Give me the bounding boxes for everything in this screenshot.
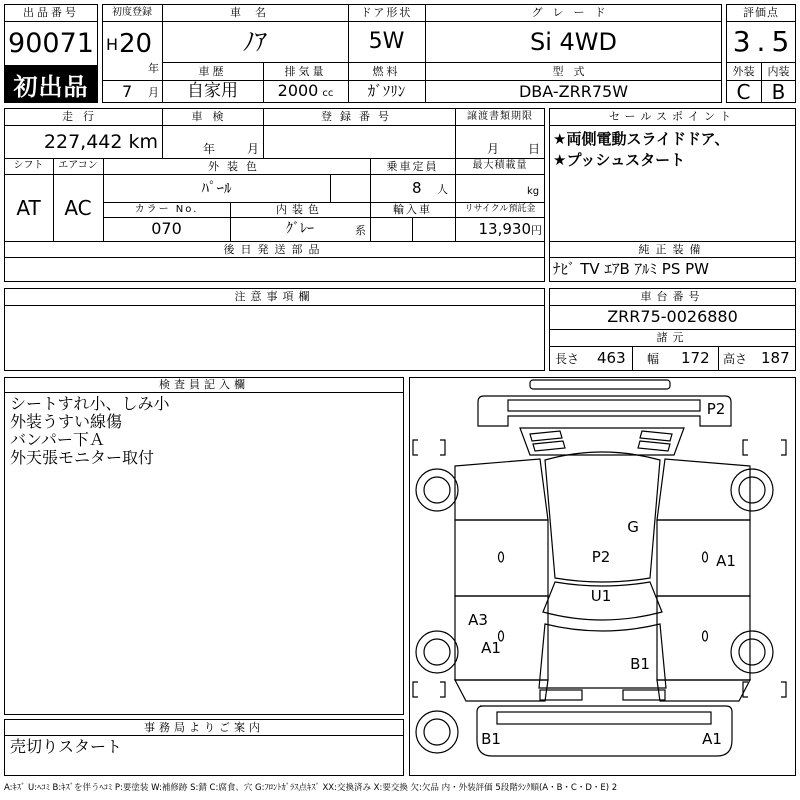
aircon-label: エアコン: [58, 160, 98, 171]
damage-code: B1: [630, 655, 650, 673]
divider: [632, 346, 633, 371]
right-front-fender: [657, 680, 750, 701]
sales-points-label: セールスポイント: [608, 110, 736, 123]
registration-month-unit: 月: [148, 86, 159, 99]
divider: [330, 174, 331, 202]
door-label: ドア形状: [360, 6, 413, 19]
left-front-fender: [455, 680, 548, 701]
transfer-day-unit: 日: [528, 142, 541, 156]
damage-code: A1: [481, 639, 501, 657]
left-rear-door: [455, 520, 548, 596]
rear-right-wheel-hub: [739, 477, 765, 503]
recycle-fee-value: 13,930: [478, 220, 531, 238]
equipment-label: 純正装備: [638, 242, 707, 256]
notes-label: 注意事項欄: [234, 290, 315, 303]
model-code-label: 型式: [552, 64, 595, 78]
transfer-deadline-label: 譲渡書類期限: [467, 110, 533, 122]
chassis-number: ZRR75-0026880: [607, 307, 738, 326]
equipment-value: ﾅﾋﾞ TV ｴｱB ｱﾙﾐ PS PW: [553, 260, 709, 278]
registration-era: H: [106, 35, 119, 54]
score-value: 3.5: [732, 24, 796, 58]
inspector-note: バンパー下Ａ: [10, 430, 105, 449]
car-name: ﾉｱ: [243, 27, 267, 56]
fuel-value: ｶﾞｿﾘﾝ: [367, 82, 406, 100]
rear-left-wheel-hub: [424, 477, 450, 503]
color-no-label: カラー No.: [134, 203, 199, 215]
exterior-color-label: 外装色: [208, 159, 265, 173]
max-load-unit: kg: [527, 186, 540, 197]
inspection-year-unit: 年: [203, 142, 216, 156]
damage-legend: A:ｷｽﾞ U:ﾍｺﾐ B:ｷｽﾞを伴うﾍｺﾐ P:要塗装 W:補修跡 S:錆 C:腐食、穴 G:ﾌﾛﾝﾄｶﾞﾗｽ点ｷｽﾞ XX:交換済み X:要交換 欠:欠品 内・外装評価 5段階ﾗﾝｸ順(A・B・C・D・E) 2: [4, 783, 618, 793]
shift-value: AT: [16, 195, 41, 220]
damage-code: G: [627, 518, 639, 536]
score-label: 評価点: [743, 6, 779, 19]
spare-tire: [416, 711, 458, 753]
listing-number-label: 出品番号: [23, 6, 79, 19]
length-label: 長さ: [555, 352, 580, 366]
length-value: 463: [597, 349, 626, 367]
mileage-value: 227,442: [43, 131, 123, 153]
interior-color-value: ｸﾞﾚｰ: [286, 221, 314, 237]
history-label: 車歴: [198, 64, 227, 78]
displacement-cell: [263, 80, 348, 103]
grade-label: グレード: [531, 6, 616, 19]
damage-code: A3: [468, 611, 488, 629]
inspector-note: シートすれ小、しみ小: [10, 394, 170, 413]
displacement-unit: cc: [322, 88, 334, 99]
mileage-unit: km: [128, 131, 158, 153]
inspection-month-unit: 月: [247, 142, 260, 156]
height-label: 高さ: [723, 352, 748, 366]
front-bumper: [477, 706, 732, 756]
first-registration-label: 初度登録: [112, 6, 152, 18]
office-label: 事務局よりご案内: [144, 720, 264, 734]
mileage-cell: [4, 125, 162, 158]
sales-point: ★プッシュスタート: [553, 151, 686, 169]
sales-point: ★両側電動スライドドア、: [553, 130, 730, 148]
registration-year-unit: 年: [148, 62, 159, 75]
door-handle: [703, 631, 708, 641]
front-left-wheel: [416, 631, 458, 673]
rear-left-wheel: [416, 469, 458, 511]
spare-tire-hub: [424, 719, 450, 745]
left-rear-quarter: [455, 459, 548, 520]
listing-number: 90071: [8, 27, 94, 59]
height-value: 187: [761, 349, 790, 367]
color-no-value: 070: [151, 219, 182, 238]
damage-code: A1: [716, 552, 736, 570]
width-label: 幅: [647, 352, 660, 366]
transfer-month-unit: 月: [487, 142, 500, 156]
exterior-color-value: ﾊﾟｰﾙ: [201, 178, 232, 197]
damage-code: B1: [481, 730, 501, 748]
recycle-fee-unit: 円: [531, 224, 542, 237]
right-rear-door: [657, 520, 750, 596]
car-diagram: [410, 378, 795, 775]
divider: [549, 346, 796, 347]
shift-label: シフト: [13, 160, 44, 171]
door-handle: [703, 552, 708, 562]
inspector-label: 検査員記入欄: [159, 378, 249, 391]
inspector-note: 外天張モニター取付: [10, 448, 155, 467]
divider: [4, 735, 404, 736]
rear-spoiler: [530, 380, 670, 389]
front-left-wheel-hub: [424, 639, 450, 665]
model-code-value: DBA-ZRR75W: [518, 81, 629, 101]
first-listing-badge: 初出品: [4, 65, 98, 103]
divider: [549, 125, 796, 126]
mileage-label: 走行: [62, 110, 104, 123]
front-bumper-inner: [497, 712, 711, 724]
inspection-label: 車検: [191, 110, 234, 123]
front-right-wheel-hub: [739, 639, 765, 665]
divider: [4, 305, 545, 306]
rear-right-wheel: [731, 469, 773, 511]
divider: [4, 257, 545, 258]
later-parts-label: 後日発送部品: [223, 242, 326, 256]
office-message: 売切りスタート: [10, 737, 123, 756]
divider: [102, 80, 162, 81]
divider: [4, 392, 404, 393]
registration-year: 20: [119, 29, 153, 59]
rear-glass-strip: [638, 431, 672, 451]
capacity-label: 乗車定員: [386, 159, 439, 173]
history-value: 自家用: [187, 81, 238, 101]
tire-bracket: [413, 682, 445, 697]
registration-month: 7: [122, 82, 133, 101]
inspector-notes: [10, 395, 170, 467]
max-load-label: 最大積載量: [472, 160, 528, 171]
damage-code: A1: [702, 730, 722, 748]
displacement-value: 2000: [277, 81, 319, 100]
interior-grade: B: [771, 80, 786, 103]
car-name-label: 車名: [230, 6, 280, 19]
width-value: 172: [681, 349, 710, 367]
capacity-unit: 人: [437, 183, 448, 196]
damage-code: P2: [591, 548, 611, 566]
damage-code: P2: [706, 400, 726, 418]
door-handle: [499, 552, 504, 562]
inspector-note: 外装うすい線傷: [10, 412, 123, 431]
recycle-fee-label: リサイクル預託金: [464, 204, 536, 214]
sales-points-list: [553, 129, 729, 171]
imported-label: 輸入車: [393, 203, 432, 216]
interior-color-suffix: 系: [355, 224, 366, 237]
exterior-grade: C: [736, 80, 751, 103]
left-front-door: [455, 596, 548, 680]
tire-bracket: [743, 682, 786, 697]
chassis-label: 車台番号: [640, 290, 705, 303]
grade-value: Si 4WD: [529, 27, 617, 56]
divider: [718, 346, 719, 371]
specs-label: 諸元: [656, 331, 689, 344]
front-right-wheel: [731, 631, 773, 673]
exterior-grade-label: 外装: [732, 64, 755, 78]
right-rear-quarter: [657, 459, 750, 520]
tire-bracket: [743, 440, 786, 455]
recycle-fee-cell: [455, 217, 545, 241]
door-value: 5W: [368, 28, 405, 54]
fuel-label: 燃料: [372, 64, 401, 78]
rear-glass-strip: [530, 431, 565, 451]
damage-code: U1: [590, 587, 612, 605]
registration-number-label: 登録番号: [321, 110, 397, 123]
interior-color-label: 内装色: [276, 203, 324, 216]
rear-bumper-inner: [508, 400, 700, 411]
interior-grade-label: 内装: [767, 64, 790, 78]
divider: [412, 217, 413, 241]
tire-bracket: [413, 440, 445, 455]
aircon-value: AC: [64, 195, 92, 220]
capacity-value: 8: [412, 179, 422, 197]
displacement-label: 排気量: [284, 64, 327, 78]
